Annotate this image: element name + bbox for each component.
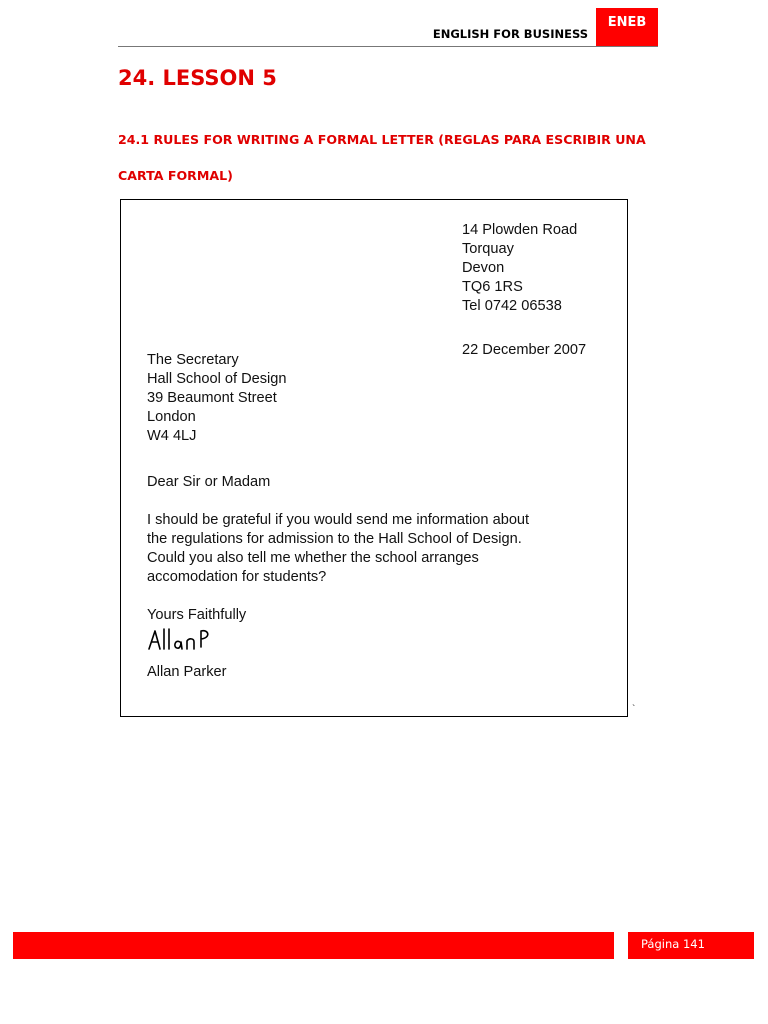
sender-address-line: Tel 0742 06538 [462, 298, 562, 314]
brand-logo: ENEB [596, 8, 658, 46]
recipient-address-line: The Secretary [147, 352, 239, 368]
body-line: Could you also tell me whether the school arranges [147, 550, 479, 566]
handwritten-signature [147, 625, 237, 655]
recipient-address-line: W4 4LJ [147, 428, 197, 444]
closing: Yours Faithfully [147, 607, 247, 623]
header-divider [118, 46, 658, 47]
footer-bar [13, 932, 754, 959]
footer-separator [614, 932, 628, 959]
letter-body [147, 511, 529, 587]
header-title: ENGLISH FOR BUSINESS [432, 27, 588, 41]
section-title: 24.1 RULES FOR WRITING A FORMAL LETTER (REGLAS PARA ESCRIBIR UNA CARTA FORMAL) [118, 132, 646, 183]
lesson-title: 24. LESSON 5 [118, 66, 277, 90]
page-number: Página 141 [641, 937, 705, 951]
recipient-address-line: Hall School of Design [147, 371, 287, 387]
sender-address-line: Devon [462, 260, 505, 276]
recipient-address-line: London [147, 409, 196, 425]
letter-date: 22 December 2007 [462, 342, 587, 358]
sender-address [462, 221, 577, 316]
signer-name: Allan Parker [147, 664, 227, 680]
recipient-address-line: 39 Beaumont Street [147, 390, 277, 406]
letter-sample [120, 199, 628, 717]
salutation: Dear Sir or Madam [147, 474, 271, 490]
body-line: I should be grateful if you would send me information about [147, 512, 530, 528]
sender-address-line: Torquay [462, 241, 514, 257]
sender-address-line: 14 Plowden Road [462, 222, 578, 238]
body-line: accomodation for students? [147, 569, 327, 585]
stray-mark: ` [632, 704, 636, 715]
body-line: the regulations for admission to the Hall School of Design. [147, 531, 522, 547]
recipient-address [147, 351, 287, 446]
sender-address-line: TQ6 1RS [462, 279, 523, 295]
